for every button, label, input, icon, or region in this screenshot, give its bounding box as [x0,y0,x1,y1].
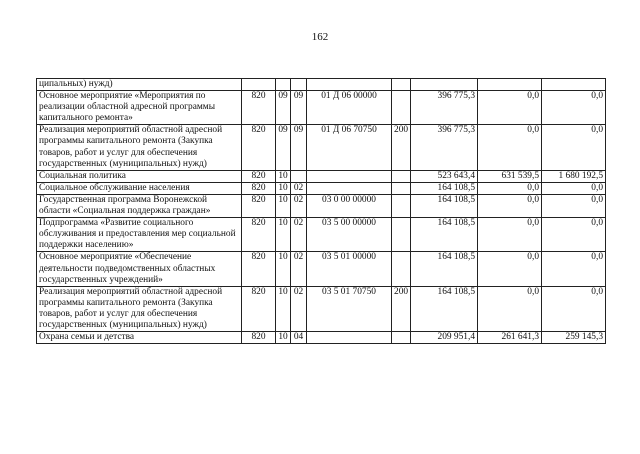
page-number: 162 [311,31,329,43]
subsection-cell: 02 [291,252,307,286]
section-cell: 10 [276,194,291,217]
expense-type-cell [392,332,411,344]
grbs-cell [242,79,276,91]
amount-year1-cell: 523 643,4 [411,170,478,182]
amount-year1-cell [411,79,478,91]
amount-year1-cell: 396 775,3 [411,125,478,170]
row-name-cell: Государственная программа Воронежской области «Социальная поддержка граждан» [37,194,242,217]
section-cell: 09 [276,91,291,125]
amount-year3-cell: 0,0 [542,194,606,217]
subsection-cell: 02 [291,218,307,252]
subsection-cell: 09 [291,125,307,170]
expense-type-cell: 200 [392,286,411,331]
amount-year3-cell: 0,0 [542,91,606,125]
amount-year1-cell: 164 108,5 [411,286,478,331]
table-row [37,79,606,91]
grbs-cell: 820 [242,91,276,125]
expense-type-cell [392,182,411,194]
subsection-cell: 02 [291,182,307,194]
subsection-cell: 04 [291,332,307,344]
grbs-cell: 820 [242,194,276,217]
expense-type-cell [392,194,411,217]
expense-type-cell [392,170,411,182]
table-row [37,286,606,331]
grbs-cell: 820 [242,170,276,182]
row-name-cell: Социальная политика [37,170,242,182]
target-article-cell: 03 5 00 00000 [307,218,392,252]
target-article-cell: 01 Д 06 70750 [307,125,392,170]
amount-year2-cell [478,79,542,91]
table-row [37,91,606,125]
target-article-cell: 01 Д 06 00000 [307,91,392,125]
amount-year2-cell: 0,0 [478,182,542,194]
row-name-cell: Основное мероприятие «Мероприятия по реализации областной адресной программы капитального ремонта» [37,91,242,125]
amount-year3-cell: 0,0 [542,125,606,170]
row-name-cell: Социальное обслуживание населения [37,182,242,194]
amount-year3-cell: 1 680 192,5 [542,170,606,182]
row-name-cell: Подпрограмма «Развитие социального обслуживания и предоставления мер социальной поддержки населению» [37,218,242,252]
grbs-cell: 820 [242,332,276,344]
expense-type-cell [392,79,411,91]
subsection-cell: 02 [291,286,307,331]
section-cell: 10 [276,332,291,344]
target-article-cell: 03 5 01 00000 [307,252,392,286]
row-name-cell: Реализация мероприятий областной адресной программы капитального ремонта (Закупка товаров, работ и услуг для обеспечения государственных (муниципальных) нужд) [37,286,242,331]
section-cell: 09 [276,125,291,170]
amount-year1-cell: 164 108,5 [411,252,478,286]
grbs-cell: 820 [242,252,276,286]
amount-year3-cell: 0,0 [542,218,606,252]
table-row [37,332,606,344]
subsection-cell [291,170,307,182]
expense-type-cell [392,91,411,125]
amount-year1-cell: 164 108,5 [411,218,478,252]
target-article-cell [307,332,392,344]
grbs-cell: 820 [242,125,276,170]
amount-year2-cell: 0,0 [478,252,542,286]
amount-year2-cell: 0,0 [478,286,542,331]
row-name-cell: ципальных) нужд) [37,79,242,91]
amount-year2-cell: 631 539,5 [478,170,542,182]
amount-year2-cell: 261 641,3 [478,332,542,344]
table-row [37,218,606,252]
section-cell [276,79,291,91]
grbs-cell: 820 [242,286,276,331]
table-row [37,182,606,194]
amount-year3-cell: 0,0 [542,286,606,331]
table-row [37,194,606,217]
subsection-cell: 02 [291,194,307,217]
grbs-cell: 820 [242,218,276,252]
section-cell: 10 [276,286,291,331]
table-row [37,170,606,182]
amount-year3-cell: 0,0 [542,252,606,286]
target-article-cell [307,182,392,194]
amount-year3-cell: 259 145,3 [542,332,606,344]
amount-year3-cell [542,79,606,91]
expense-type-cell: 200 [392,125,411,170]
amount-year1-cell: 209 951,4 [411,332,478,344]
section-cell: 10 [276,252,291,286]
grbs-cell: 820 [242,182,276,194]
section-cell: 10 [276,170,291,182]
amount-year2-cell: 0,0 [478,91,542,125]
target-article-cell [307,79,392,91]
row-name-cell: Охрана семьи и детства [37,332,242,344]
amount-year2-cell: 0,0 [478,125,542,170]
target-article-cell: 03 5 01 70750 [307,286,392,331]
section-cell: 10 [276,182,291,194]
table-row [37,125,606,170]
budget-table [36,78,606,344]
amount-year2-cell: 0,0 [478,194,542,217]
amount-year2-cell: 0,0 [478,218,542,252]
row-name-cell: Реализация мероприятий областной адресной программы капитального ремонта (Закупка товаров, работ и услуг для обеспечения государственных (муниципальных) нужд) [37,125,242,170]
row-name-cell: Основное мероприятие «Обеспечение деятельности подведомственных областных государственных учреждений» [37,252,242,286]
subsection-cell: 09 [291,91,307,125]
amount-year1-cell: 164 108,5 [411,194,478,217]
subsection-cell [291,79,307,91]
amount-year1-cell: 164 108,5 [411,182,478,194]
table-row [37,252,606,286]
section-cell: 10 [276,218,291,252]
amount-year1-cell: 396 775,3 [411,91,478,125]
expense-type-cell [392,252,411,286]
target-article-cell: 03 0 00 00000 [307,194,392,217]
expense-type-cell [392,218,411,252]
target-article-cell [307,170,392,182]
amount-year3-cell: 0,0 [542,182,606,194]
